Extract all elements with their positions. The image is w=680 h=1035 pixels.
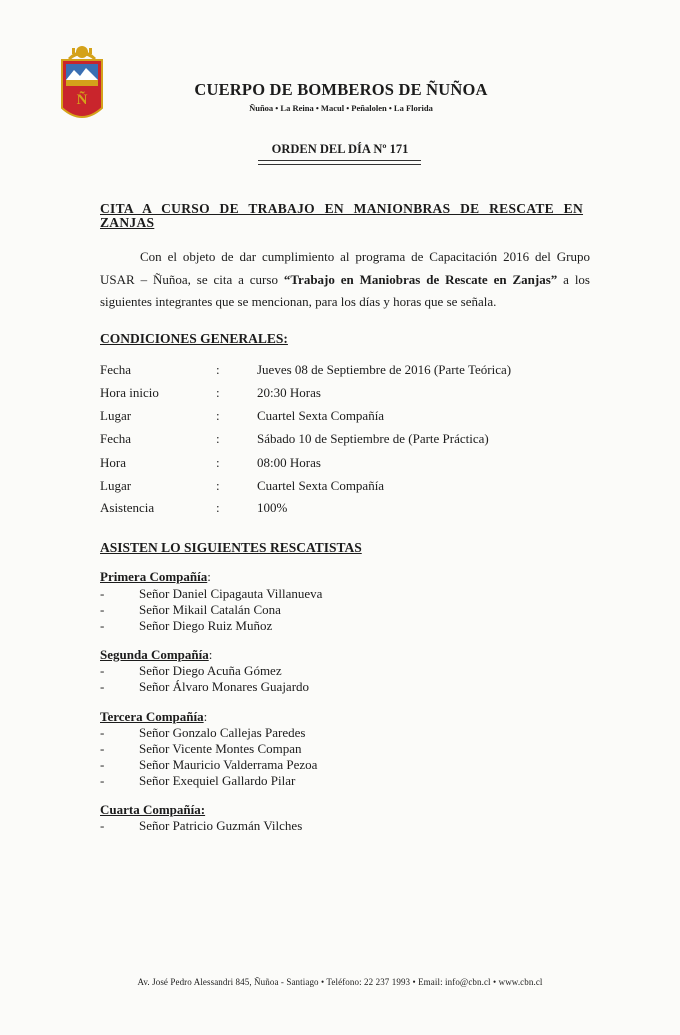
company-name: Primera Compañía — [100, 569, 208, 584]
condition-value: Sábado 10 de Septiembre de (Parte Práctica) — [257, 431, 489, 446]
company-colon: : — [203, 709, 208, 724]
list-item — [100, 757, 500, 773]
member-name: Señor Exequiel Gallardo Pilar — [139, 773, 296, 788]
crest-logo — [60, 42, 104, 126]
member-name: Señor Álvaro Monares Guajardo — [139, 679, 310, 694]
list-dash: - — [100, 618, 105, 633]
condition-value: Cuartel Sexta Compañía — [257, 408, 385, 423]
company-colon: : — [207, 569, 211, 584]
condition-value: 08:00 Horas — [257, 455, 321, 470]
list-dash: - — [100, 663, 105, 678]
footer-contact: Av. José Pedro Alessandri 845, Ñuñoa - Santiago • Teléfono: 22 237 1993 • Email: info@cbn.cl • www.cbn.cl — [137, 977, 543, 987]
list-item — [100, 586, 500, 602]
condition-colon: : — [216, 478, 220, 493]
attendees-heading: ASISTEN LO SIGUIENTES RESCATISTAS — [100, 540, 362, 555]
condition-row — [100, 431, 580, 451]
list-dash: - — [100, 773, 105, 788]
conditions-heading: CONDICIONES GENERALES: — [100, 331, 288, 346]
condition-row — [100, 408, 580, 428]
intro-text-part1: Con el objeto de dar cumplimiento al programa de Capacitación 2016 del Grupo USAR – Ñuñoa, se cita a curso — [100, 249, 590, 287]
member-name: Señor Diego Acuña Gómez — [139, 663, 282, 678]
list-item — [100, 741, 500, 757]
list-item — [100, 679, 500, 695]
organization-name: CUERPO DE BOMBEROS DE ÑUÑOA — [194, 80, 488, 99]
member-name: Señor Diego Ruiz Muñoz — [139, 618, 273, 633]
condition-value: Jueves 08 de Septiembre de 2016 (Parte Teórica) — [257, 362, 512, 377]
company-heading — [100, 647, 212, 663]
condition-label: Hora — [100, 455, 126, 470]
condition-value: 20:30 Horas — [257, 385, 321, 400]
member-name: Señor Patricio Guzmán Vilches — [139, 818, 303, 833]
member-name: Señor Mauricio Valderrama Pezoa — [139, 757, 318, 772]
condition-colon: : — [216, 385, 220, 400]
organization-communes: Ñuñoa • La Reina • Macul • Peñalolen • La Florida — [249, 103, 433, 113]
intro-text-part2: a los siguientes integrantes que se mencionan, para los días y horas que se señala. — [100, 271, 590, 309]
condition-colon: : — [216, 408, 220, 423]
list-dash: - — [100, 586, 105, 601]
list-item — [100, 725, 500, 741]
condition-value: Cuartel Sexta Compañía — [257, 478, 385, 493]
condition-row — [100, 478, 580, 498]
condition-label: Lugar — [100, 478, 132, 493]
intro-paragraph — [100, 246, 590, 314]
member-name: Señor Gonzalo Callejas Paredes — [139, 725, 306, 740]
condition-colon: : — [216, 455, 220, 470]
course-name: “Trabajo en Maniobras de Rescate en Zanjas” — [283, 271, 558, 287]
list-dash: - — [100, 818, 105, 833]
list-dash: - — [100, 679, 105, 694]
list-dash: - — [100, 725, 105, 740]
company-heading — [100, 569, 211, 585]
crest-letter: Ñ — [76, 92, 88, 108]
condition-value: 100% — [257, 500, 288, 515]
condition-label: Hora inicio — [100, 385, 159, 400]
member-name: Señor Mikail Catalán Cona — [139, 602, 281, 617]
company-colon: : — [208, 647, 213, 662]
company-heading — [100, 802, 205, 818]
condition-row — [100, 362, 580, 382]
condition-row — [100, 500, 580, 520]
condition-row — [100, 385, 580, 405]
order-title-double-rule — [258, 160, 421, 165]
list-item — [100, 663, 500, 679]
list-item — [100, 618, 500, 634]
company-heading — [100, 709, 207, 725]
condition-colon: : — [216, 500, 220, 515]
list-dash: - — [100, 602, 105, 617]
condition-label: Lugar — [100, 408, 132, 423]
member-name: Señor Daniel Cipagauta Villanueva — [139, 586, 323, 601]
company-name: Segunda Compañía — [100, 647, 209, 662]
company-name: Tercera Compañía — [100, 709, 204, 724]
list-dash: - — [100, 741, 105, 756]
list-item — [100, 773, 500, 789]
condition-label: Fecha — [100, 362, 132, 377]
condition-label: Fecha — [100, 431, 132, 446]
company-name: Cuarta Compañía: — [100, 802, 206, 817]
condition-row — [100, 455, 580, 475]
list-item — [100, 818, 500, 834]
member-name: Señor Vicente Montes Compan — [139, 741, 302, 756]
condition-colon: : — [216, 431, 220, 446]
subject-heading: CITA A CURSO DE TRABAJO EN MANIONBRAS DE RESCATE EN ZANJAS — [100, 201, 584, 230]
condition-label: Asistencia — [100, 500, 155, 515]
order-title: ORDEN DEL DÍA Nº 171 — [271, 142, 409, 156]
condition-colon: : — [216, 362, 220, 377]
list-dash: - — [100, 757, 105, 772]
list-item — [100, 602, 500, 618]
